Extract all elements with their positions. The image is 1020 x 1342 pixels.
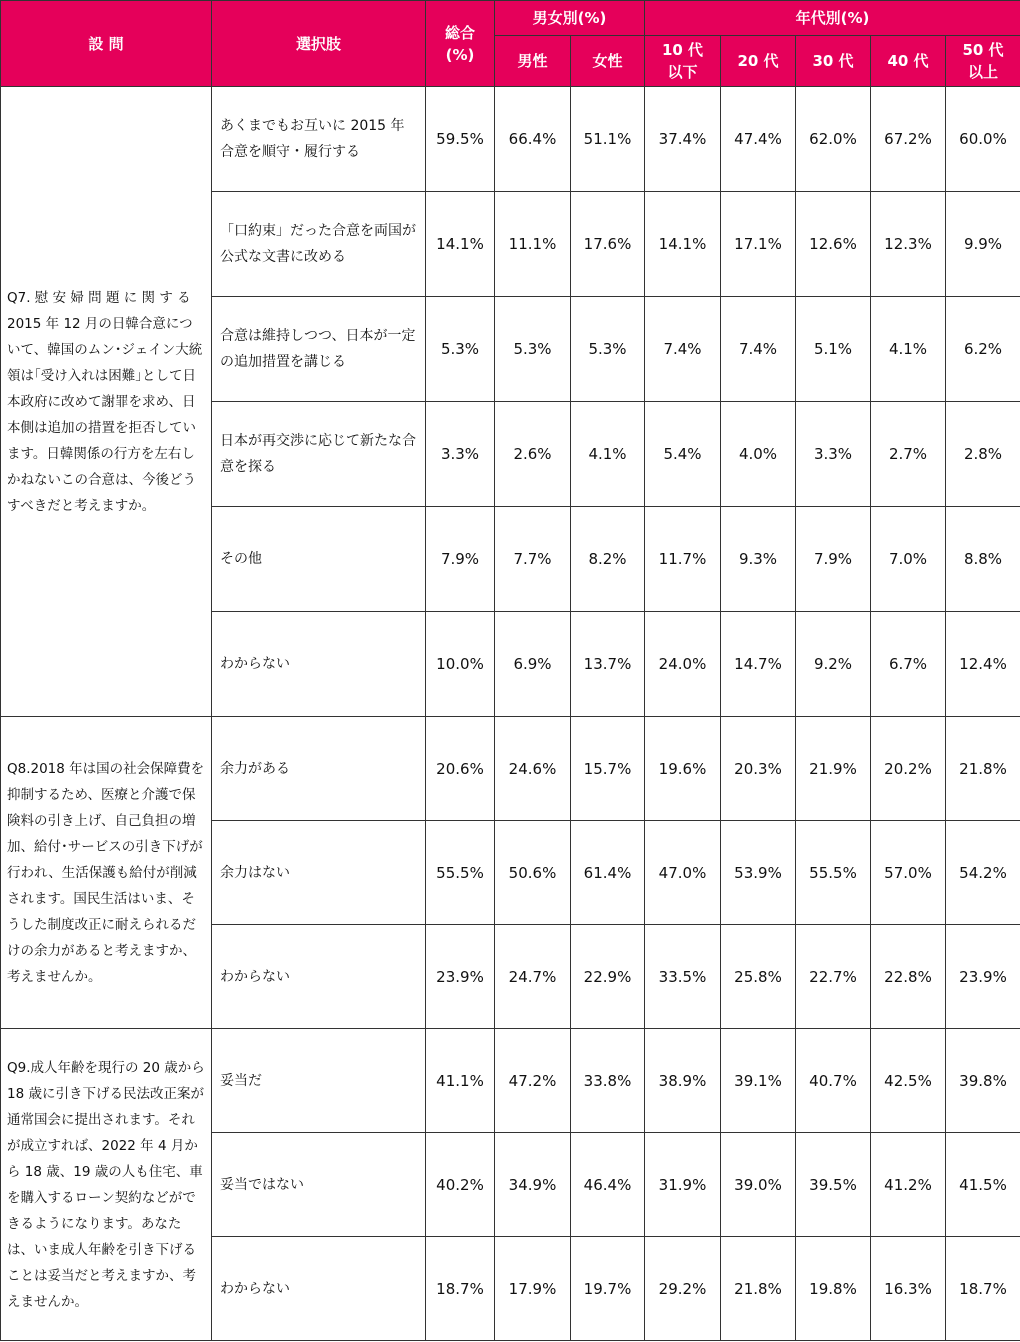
choice-cell: 「口約束」だった合意を両国が公式な文書に改める	[212, 192, 426, 297]
age20-cell: 4.0%	[721, 402, 796, 507]
age10-cell: 31.9%	[645, 1133, 721, 1237]
header-age10	[645, 36, 721, 87]
header-age10-line1: 10 代	[661, 41, 704, 59]
choice-cell: わからない	[212, 1237, 426, 1341]
choice-cell: 妥当だ	[212, 1029, 426, 1133]
header-age50-line2: 以上	[967, 63, 998, 81]
age30-cell: 62.0%	[796, 87, 871, 192]
age10-cell: 11.7%	[645, 507, 721, 612]
total-cell: 7.9%	[426, 507, 495, 612]
age40-cell: 41.2%	[871, 1133, 946, 1237]
age50-cell: 21.8%	[946, 717, 1020, 821]
age40-cell: 4.1%	[871, 297, 946, 402]
total-cell: 55.5%	[426, 821, 495, 925]
age20-cell: 25.8%	[721, 925, 796, 1029]
header-total-label: 総合	[444, 23, 475, 42]
age10-cell: 29.2%	[645, 1237, 721, 1341]
age30-cell: 7.9%	[796, 507, 871, 612]
age20-cell: 7.4%	[721, 297, 796, 402]
age10-cell: 5.4%	[645, 402, 721, 507]
male-cell: 50.6%	[495, 821, 571, 925]
age40-cell: 42.5%	[871, 1029, 946, 1133]
age10-cell: 24.0%	[645, 612, 721, 717]
header-age50	[946, 36, 1020, 87]
male-cell: 2.6%	[495, 402, 571, 507]
age10-cell: 19.6%	[645, 717, 721, 821]
age40-cell: 12.3%	[871, 192, 946, 297]
age40-cell: 57.0%	[871, 821, 946, 925]
age50-cell: 9.9%	[946, 192, 1020, 297]
age50-cell: 6.2%	[946, 297, 1020, 402]
age20-cell: 14.7%	[721, 612, 796, 717]
age40-cell: 20.2%	[871, 717, 946, 821]
total-cell: 20.6%	[426, 717, 495, 821]
question-q9: Q9.成人年齢を現行の 20 歳から 18 歳に引き下げる民法改正案が通常国会に提出されます。それが成立すれば、2022 年 4 月から 18 歳、19 歳の人も住宅、車を購入するローン契約などができるようになります。あなたは、いま成人年齢を引き下げることは妥当だと考えますか、考えませんか。	[1, 1029, 212, 1341]
female-cell: 15.7%	[571, 717, 645, 821]
age30-cell: 55.5%	[796, 821, 871, 925]
age20-cell: 21.8%	[721, 1237, 796, 1341]
total-cell: 18.7%	[426, 1237, 495, 1341]
table-row	[1, 1029, 1020, 1133]
header-female: 女性	[571, 36, 645, 87]
age50-cell: 2.8%	[946, 402, 1020, 507]
age50-cell: 23.9%	[946, 925, 1020, 1029]
question-q7: Q7. 慰 安 婦 問 題 に 関 す る 2015 年 12 月の日韓合意について、韓国のムン･ジェイン大統領は｢受け入れは困難｣として日本政府に改めて謝罪を求め、日本側は追加の措置を拒否しています。日韓関係の行方を左右しかねないこの合意は、今後どうすべきだと考えますか。	[1, 87, 212, 717]
choice-cell: 合意は維持しつつ、日本が一定の追加措置を講じる	[212, 297, 426, 402]
choice-cell: わからない	[212, 925, 426, 1029]
total-cell: 40.2%	[426, 1133, 495, 1237]
total-cell: 3.3%	[426, 402, 495, 507]
age40-cell: 6.7%	[871, 612, 946, 717]
age50-cell: 12.4%	[946, 612, 1020, 717]
total-cell: 41.1%	[426, 1029, 495, 1133]
female-cell: 51.1%	[571, 87, 645, 192]
question-q8: Q8.2018 年は国の社会保障費を抑制するため、医療と介護で保険料の引き上げ、自己負担の増加、給付･サービスの引き下げが行われ、生活保護も給付が削減されます。国民生活はいま、そうした制度改正に耐えられるだけの余力があると考えますか、考えませんか。	[1, 717, 212, 1029]
age20-cell: 39.0%	[721, 1133, 796, 1237]
male-cell: 5.3%	[495, 297, 571, 402]
male-cell: 24.7%	[495, 925, 571, 1029]
age20-cell: 39.1%	[721, 1029, 796, 1133]
age50-cell: 18.7%	[946, 1237, 1020, 1341]
age30-cell: 40.7%	[796, 1029, 871, 1133]
age30-cell: 21.9%	[796, 717, 871, 821]
age40-cell: 22.8%	[871, 925, 946, 1029]
age50-cell: 39.8%	[946, 1029, 1020, 1133]
table-body	[1, 87, 1020, 1341]
header-age40: 40 代	[871, 36, 946, 87]
male-cell: 66.4%	[495, 87, 571, 192]
male-cell: 7.7%	[495, 507, 571, 612]
male-cell: 17.9%	[495, 1237, 571, 1341]
total-cell: 14.1%	[426, 192, 495, 297]
age20-cell: 9.3%	[721, 507, 796, 612]
age40-cell: 16.3%	[871, 1237, 946, 1341]
choice-cell: その他	[212, 507, 426, 612]
header-question: 設 問	[1, 1, 212, 87]
header-age-group: 年代別(%)	[645, 1, 1020, 36]
female-cell: 13.7%	[571, 612, 645, 717]
age30-cell: 39.5%	[796, 1133, 871, 1237]
male-cell: 34.9%	[495, 1133, 571, 1237]
table-row	[1, 87, 1020, 192]
choice-cell: 余力がある	[212, 717, 426, 821]
age30-cell: 12.6%	[796, 192, 871, 297]
age30-cell: 19.8%	[796, 1237, 871, 1341]
female-cell: 22.9%	[571, 925, 645, 1029]
choice-cell: あくまでもお互いに 2015 年合意を順守・履行する	[212, 87, 426, 192]
age40-cell: 67.2%	[871, 87, 946, 192]
table-header	[1, 1, 1020, 87]
header-total-unit: (%)	[445, 45, 475, 64]
age50-cell: 41.5%	[946, 1133, 1020, 1237]
age10-cell: 33.5%	[645, 925, 721, 1029]
header-choice: 選択肢	[212, 1, 426, 87]
header-age10-line2: 以下	[667, 63, 698, 81]
age30-cell: 9.2%	[796, 612, 871, 717]
age10-cell: 38.9%	[645, 1029, 721, 1133]
age20-cell: 17.1%	[721, 192, 796, 297]
header-age50-line1: 50 代	[962, 41, 1004, 59]
female-cell: 8.2%	[571, 507, 645, 612]
age50-cell: 8.8%	[946, 507, 1020, 612]
male-cell: 11.1%	[495, 192, 571, 297]
age10-cell: 14.1%	[645, 192, 721, 297]
choice-cell: 妥当ではない	[212, 1133, 426, 1237]
age30-cell: 22.7%	[796, 925, 871, 1029]
total-cell: 5.3%	[426, 297, 495, 402]
female-cell: 4.1%	[571, 402, 645, 507]
age10-cell: 37.4%	[645, 87, 721, 192]
female-cell: 33.8%	[571, 1029, 645, 1133]
header-age20: 20 代	[721, 36, 796, 87]
female-cell: 17.6%	[571, 192, 645, 297]
total-cell: 59.5%	[426, 87, 495, 192]
table-row	[1, 717, 1020, 821]
age50-cell: 54.2%	[946, 821, 1020, 925]
age50-cell: 60.0%	[946, 87, 1020, 192]
male-cell: 6.9%	[495, 612, 571, 717]
total-cell: 23.9%	[426, 925, 495, 1029]
female-cell: 5.3%	[571, 297, 645, 402]
header-total	[426, 1, 495, 87]
age40-cell: 7.0%	[871, 507, 946, 612]
male-cell: 24.6%	[495, 717, 571, 821]
header-gender-group: 男女別(%)	[495, 1, 645, 36]
choice-cell: 余力はない	[212, 821, 426, 925]
total-cell: 10.0%	[426, 612, 495, 717]
age10-cell: 7.4%	[645, 297, 721, 402]
age10-cell: 47.0%	[645, 821, 721, 925]
age20-cell: 47.4%	[721, 87, 796, 192]
header-male: 男性	[495, 36, 571, 87]
age30-cell: 5.1%	[796, 297, 871, 402]
age20-cell: 20.3%	[721, 717, 796, 821]
choice-cell: わからない	[212, 612, 426, 717]
male-cell: 47.2%	[495, 1029, 571, 1133]
age20-cell: 53.9%	[721, 821, 796, 925]
choice-cell: 日本が再交渉に応じて新たな合意を探る	[212, 402, 426, 507]
age30-cell: 3.3%	[796, 402, 871, 507]
female-cell: 19.7%	[571, 1237, 645, 1341]
header-age30: 30 代	[796, 36, 871, 87]
age40-cell: 2.7%	[871, 402, 946, 507]
female-cell: 46.4%	[571, 1133, 645, 1237]
female-cell: 61.4%	[571, 821, 645, 925]
